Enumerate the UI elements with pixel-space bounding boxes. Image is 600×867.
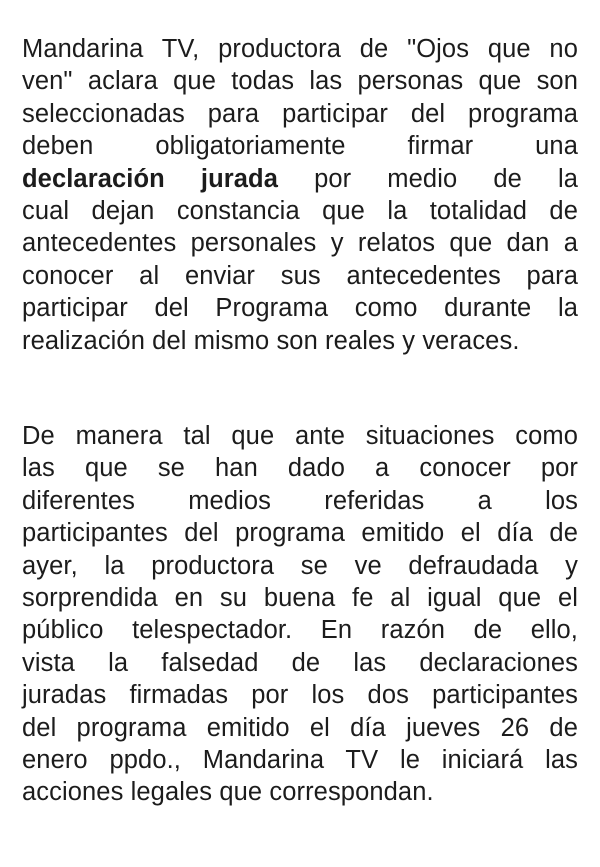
- paragraph-1-line-3: seleccionadas para participar del programa: [22, 99, 578, 128]
- statement-paragraph-1: [22, 33, 578, 357]
- paragraph-2-line-9: juradas firmadas por los dos participantes: [22, 681, 578, 710]
- paragraph-1-line-4: deben obligatoriamente firmar una: [22, 132, 578, 161]
- paragraph-1-line-6: cual dejan constancia que la totalidad de: [22, 196, 578, 225]
- paragraph-1-line-1: Mandarina TV, productora de "Ojos que no: [22, 35, 578, 63]
- paragraph-2-line-2: las que se han dado a conocer por: [22, 454, 578, 483]
- paragraph-2-line-1: De manera tal que ante situaciones como: [22, 422, 578, 450]
- paragraph-2-line-8: vista la falsedad de las declaraciones: [22, 648, 578, 677]
- paragraph-2-line-5: ayer, la productora se ve defraudada y: [22, 551, 578, 580]
- paragraph-1-line-2: ven" aclara que todas las personas que son: [22, 67, 578, 96]
- paragraph-2-line-3: diferentes medios referidas a los: [22, 486, 578, 515]
- paragraph-1-line-10: realización del mismo son reales y veraces.: [22, 326, 520, 355]
- paragraph-2-line-10: del programa emitido el día jueves 26 de: [22, 713, 578, 742]
- paragraph-1-line-7: antecedentes personales y relatos que dan a: [22, 229, 578, 258]
- statement-paragraph-2: [22, 420, 578, 809]
- paragraph-1-line-5-rest: por medio de la: [278, 164, 578, 193]
- paragraph-2-line-4: participantes del programa emitido el día de: [22, 519, 578, 548]
- paragraph-2-line-7: público telespectador. En razón de ello,: [22, 616, 578, 645]
- paragraph-1-line-5: [22, 163, 578, 195]
- bold-declaracion-jurada: declaración jurada: [22, 164, 279, 193]
- paragraph-2-line-6: sorprendida en su buena fe al igual que el: [22, 583, 578, 612]
- paragraph-2-line-12: acciones legales que correspondan.: [22, 778, 434, 807]
- paragraph-2-line-11: enero ppdo., Mandarina TV le iniciará las: [22, 745, 578, 774]
- paragraph-1-line-9: participar del Programa como durante la: [22, 294, 578, 323]
- paragraph-1-line-8: conocer al enviar sus antecedentes para: [22, 261, 578, 290]
